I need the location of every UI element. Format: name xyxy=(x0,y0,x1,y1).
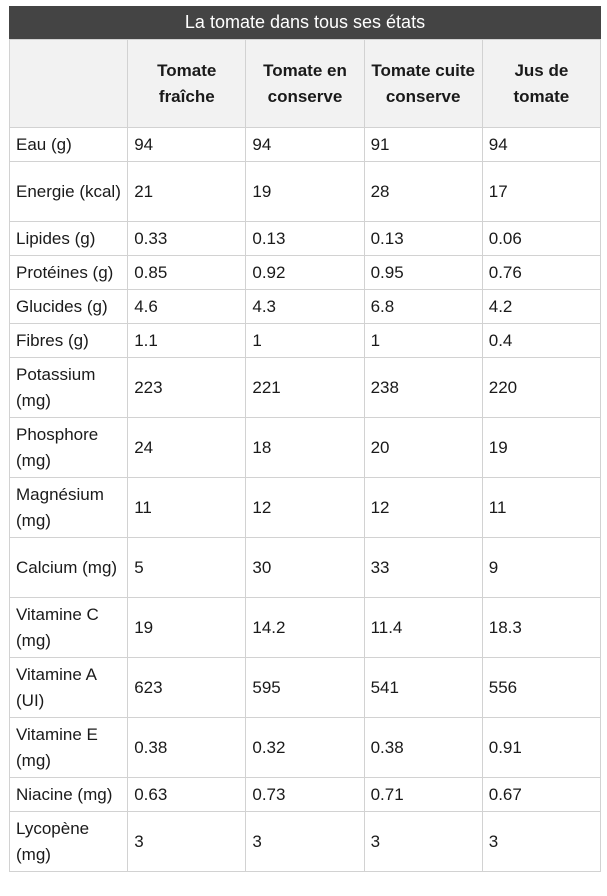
table-cell: 595 xyxy=(246,658,364,718)
table-cell: 20 xyxy=(364,418,482,478)
row-label: Energie (kcal) xyxy=(10,162,128,222)
row-label: Calcium (mg) xyxy=(10,538,128,598)
table-cell: 28 xyxy=(364,162,482,222)
column-header-jus-de-tomate: Jus de tomate xyxy=(482,40,600,128)
table-cell: 4.2 xyxy=(482,290,600,324)
table-cell: 0.92 xyxy=(246,256,364,290)
table-cell: 0.95 xyxy=(364,256,482,290)
table-cell: 3 xyxy=(246,812,364,872)
table-row xyxy=(10,598,601,658)
row-label: Protéines (g) xyxy=(10,256,128,290)
table-row xyxy=(10,812,601,872)
table-cell: 0.06 xyxy=(482,222,600,256)
table-row xyxy=(10,778,601,812)
table-cell: 223 xyxy=(128,358,246,418)
table-cell: 0.38 xyxy=(128,718,246,778)
table-row xyxy=(10,478,601,538)
table-row xyxy=(10,162,601,222)
table-cell: 0.63 xyxy=(128,778,246,812)
table-cell: 11.4 xyxy=(364,598,482,658)
table-cell: 0.4 xyxy=(482,324,600,358)
row-label: Niacine (mg) xyxy=(10,778,128,812)
table-cell: 5 xyxy=(128,538,246,598)
table-cell: 0.85 xyxy=(128,256,246,290)
row-label: Fibres (g) xyxy=(10,324,128,358)
table-cell: 556 xyxy=(482,658,600,718)
table-cell: 30 xyxy=(246,538,364,598)
table-cell: 623 xyxy=(128,658,246,718)
row-label: Eau (g) xyxy=(10,128,128,162)
table-cell: 94 xyxy=(246,128,364,162)
table-cell: 19 xyxy=(246,162,364,222)
header-row xyxy=(10,40,601,128)
table-cell: 0.32 xyxy=(246,718,364,778)
table-cell: 4.6 xyxy=(128,290,246,324)
table-cell: 17 xyxy=(482,162,600,222)
table-cell: 0.13 xyxy=(246,222,364,256)
table-cell: 94 xyxy=(128,128,246,162)
table-cell: 14.2 xyxy=(246,598,364,658)
header-empty-cell xyxy=(10,40,128,128)
column-header-tomate-cuite-conserve: Tomate cuite conserve xyxy=(364,40,482,128)
table-cell: 541 xyxy=(364,658,482,718)
table-cell: 19 xyxy=(482,418,600,478)
table-cell: 0.33 xyxy=(128,222,246,256)
nutrition-table xyxy=(9,6,601,872)
table-cell: 0.91 xyxy=(482,718,600,778)
table-cell: 4.3 xyxy=(246,290,364,324)
table-cell: 3 xyxy=(128,812,246,872)
table-cell: 0.76 xyxy=(482,256,600,290)
column-header-tomate-fraiche: Tomate fraîche xyxy=(128,40,246,128)
table-cell: 0.73 xyxy=(246,778,364,812)
table-cell: 1 xyxy=(246,324,364,358)
table-cell: 0.13 xyxy=(364,222,482,256)
table-cell: 21 xyxy=(128,162,246,222)
table-cell: 94 xyxy=(482,128,600,162)
table-cell: 33 xyxy=(364,538,482,598)
table-row xyxy=(10,718,601,778)
table-row xyxy=(10,290,601,324)
table-cell: 0.71 xyxy=(364,778,482,812)
table-cell: 19 xyxy=(128,598,246,658)
row-label: Phosphore (mg) xyxy=(10,418,128,478)
table-cell: 24 xyxy=(128,418,246,478)
row-label: Glucides (g) xyxy=(10,290,128,324)
row-label: Lipides (g) xyxy=(10,222,128,256)
table-cell: 6.8 xyxy=(364,290,482,324)
table-cell: 11 xyxy=(128,478,246,538)
table-cell: 9 xyxy=(482,538,600,598)
row-label: Lycopène (mg) xyxy=(10,812,128,872)
nutrition-table-container xyxy=(9,6,601,872)
table-cell: 1 xyxy=(364,324,482,358)
table-cell: 221 xyxy=(246,358,364,418)
column-header-tomate-en-conserve: Tomate en conserve xyxy=(246,40,364,128)
table-cell: 18.3 xyxy=(482,598,600,658)
table-row xyxy=(10,256,601,290)
table-cell: 3 xyxy=(482,812,600,872)
table-cell: 12 xyxy=(246,478,364,538)
table-row xyxy=(10,538,601,598)
table-row xyxy=(10,128,601,162)
table-cell: 12 xyxy=(364,478,482,538)
table-cell: 0.67 xyxy=(482,778,600,812)
table-cell: 1.1 xyxy=(128,324,246,358)
table-cell: 3 xyxy=(364,812,482,872)
row-label: Vitamine C (mg) xyxy=(10,598,128,658)
table-cell: 238 xyxy=(364,358,482,418)
table-row xyxy=(10,418,601,478)
table-cell: 220 xyxy=(482,358,600,418)
table-row xyxy=(10,358,601,418)
row-label: Magnésium (mg) xyxy=(10,478,128,538)
table-cell: 0.38 xyxy=(364,718,482,778)
table-cell: 18 xyxy=(246,418,364,478)
row-label: Potassium (mg) xyxy=(10,358,128,418)
table-title: La tomate dans tous ses états xyxy=(9,6,601,39)
table-row xyxy=(10,222,601,256)
row-label: Vitamine E (mg) xyxy=(10,718,128,778)
row-label: Vitamine A (UI) xyxy=(10,658,128,718)
table-cell: 91 xyxy=(364,128,482,162)
table-cell: 11 xyxy=(482,478,600,538)
table-row xyxy=(10,324,601,358)
table-row xyxy=(10,658,601,718)
